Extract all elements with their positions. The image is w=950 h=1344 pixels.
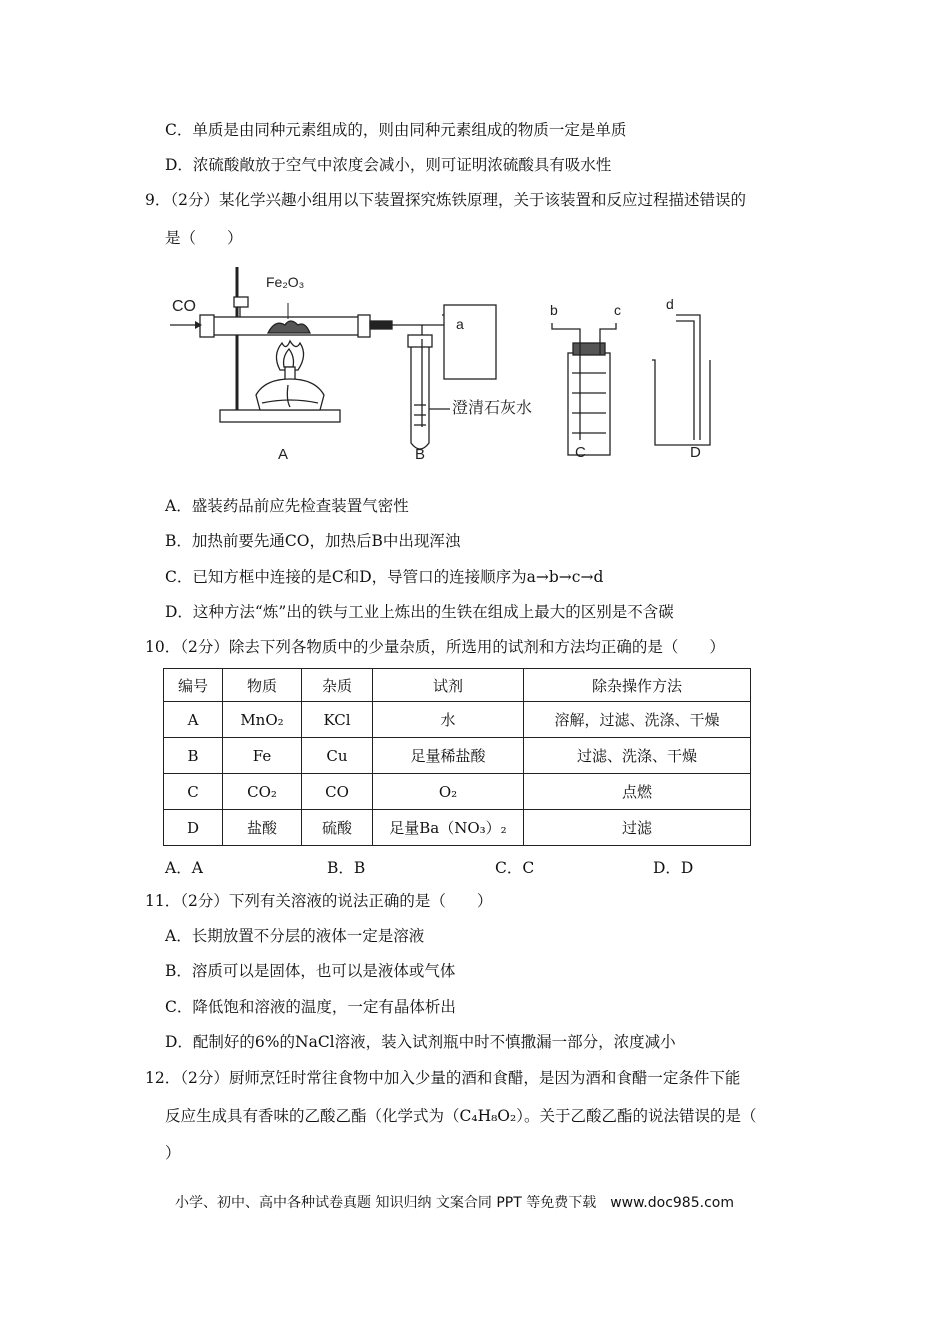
apparatus-b-label: B [415, 446, 426, 463]
table-header: 除杂操作方法 [524, 669, 751, 702]
q12-stem-line1: 12．（2分）厨师烹饪时常往食物中加入少量的酒和食醋，是因为酒和食醋一定条件下能 [145, 1069, 741, 1087]
table-row [164, 702, 751, 738]
table-cell: KCl [302, 702, 373, 738]
table-row [164, 774, 751, 810]
table-header-row [164, 669, 751, 702]
q9-stem-line1: 9．（2分）某化学兴趣小组用以下装置探究炼铁原理，关于该装置和反应过程描述错误的 [145, 191, 746, 209]
q9-option-d: D．这种方法“炼”出的铁与工业上炼出的生铁在组成上最大的区别是不含碳 [165, 603, 674, 621]
table-cell: O₂ [373, 774, 524, 810]
q12-stem-line2: 反应生成具有香味的乙酸乙酯（化学式为（C₄H₈O₂）。关于乙酸乙酯的说法错误的是（ [165, 1107, 757, 1125]
q9-option-a: A．盛装药品前应先检查装置气密性 [165, 497, 409, 515]
q11-stem: 11．（2分）下列有关溶液的说法正确的是（ ） [145, 892, 493, 910]
q10-option-c: C．C [495, 859, 535, 877]
apparatus-c-label: C [575, 444, 586, 461]
table-cell: 足量Ba（NO₃）₂ [373, 810, 524, 846]
table-cell: 盐酸 [223, 810, 302, 846]
q8-option-c: C．单质是由同种元素组成的，则由同种元素组成的物质一定是单质 [165, 121, 627, 139]
limewater-label: 澄清石灰水 [452, 398, 533, 417]
q10-option-a: A．A [165, 859, 203, 877]
port-b-label: b [550, 302, 558, 318]
table-cell: CO [302, 774, 373, 810]
q11-option-b: B．溶质可以是固体，也可以是液体或气体 [165, 962, 456, 980]
q11-option-d: D．配制好的6%的NaCl溶液，装入试剂瓶中时不慎撒漏一部分，浓度减小 [165, 1033, 676, 1051]
table-cell: MnO₂ [223, 702, 302, 738]
table-cell: 足量稀盐酸 [373, 738, 524, 774]
table-cell: Fe [223, 738, 302, 774]
q9-stem-line2: 是（ ） [165, 229, 243, 247]
port-a-label: a [456, 316, 464, 332]
q10-option-b: B．B [327, 859, 366, 877]
q8-option-d: D．浓硫酸敞放于空气中浓度会减小，则可证明浓硫酸具有吸水性 [165, 156, 612, 174]
q10-option-d: D．D [653, 859, 694, 877]
table-cell: B [164, 738, 223, 774]
fe2o3-label: Fe₂O₃ [266, 274, 305, 290]
co-label: CO [172, 298, 196, 315]
table-row [164, 738, 751, 774]
table-cell: 水 [373, 702, 524, 738]
table-cell: 硫酸 [302, 810, 373, 846]
table-cell: 点燃 [524, 774, 751, 810]
q10-stem: 10．（2分）除去下列各物质中的少量杂质，所选用的试剂和方法均正确的是（ ） [145, 638, 725, 656]
table-cell: 过滤、洗涤、干燥 [524, 738, 751, 774]
table-cell: CO₂ [223, 774, 302, 810]
table-header: 物质 [223, 669, 302, 702]
q12-stem-line3: ） [165, 1144, 181, 1162]
table-row [164, 810, 751, 846]
page-footer: 小学、初中、高中各种试卷真题 知识归纳 文案合同 PPT 等免费下载 www.doc985.com [175, 1195, 734, 1211]
table-cell: 溶解，过滤、洗涤、干燥 [524, 702, 751, 738]
table-cell: A [164, 702, 223, 738]
table-cell: D [164, 810, 223, 846]
iron-smelting-apparatus-diagram [160, 255, 720, 465]
port-d-label: d [666, 296, 674, 312]
apparatus-a-label: A [278, 446, 289, 463]
table-header: 杂质 [302, 669, 373, 702]
table-cell: C [164, 774, 223, 810]
table-cell: Cu [302, 738, 373, 774]
table-header: 编号 [164, 669, 223, 702]
apparatus-d-label: D [690, 444, 701, 461]
q9-option-c: C．已知方框中连接的是C和D，导管口的连接顺序为a→b→c→d [165, 568, 604, 586]
port-c-label: c [614, 302, 621, 318]
q9-option-b: B．加热前要先通CO，加热后B中出现浑浊 [165, 532, 461, 550]
impurity-removal-table [163, 668, 751, 846]
table-cell: 过滤 [524, 810, 751, 846]
q11-option-a: A．长期放置不分层的液体一定是溶液 [165, 927, 425, 945]
table-header: 试剂 [373, 669, 524, 702]
q11-option-c: C．降低饱和溶液的温度，一定有晶体析出 [165, 998, 456, 1016]
q10-answer-options [165, 856, 765, 876]
